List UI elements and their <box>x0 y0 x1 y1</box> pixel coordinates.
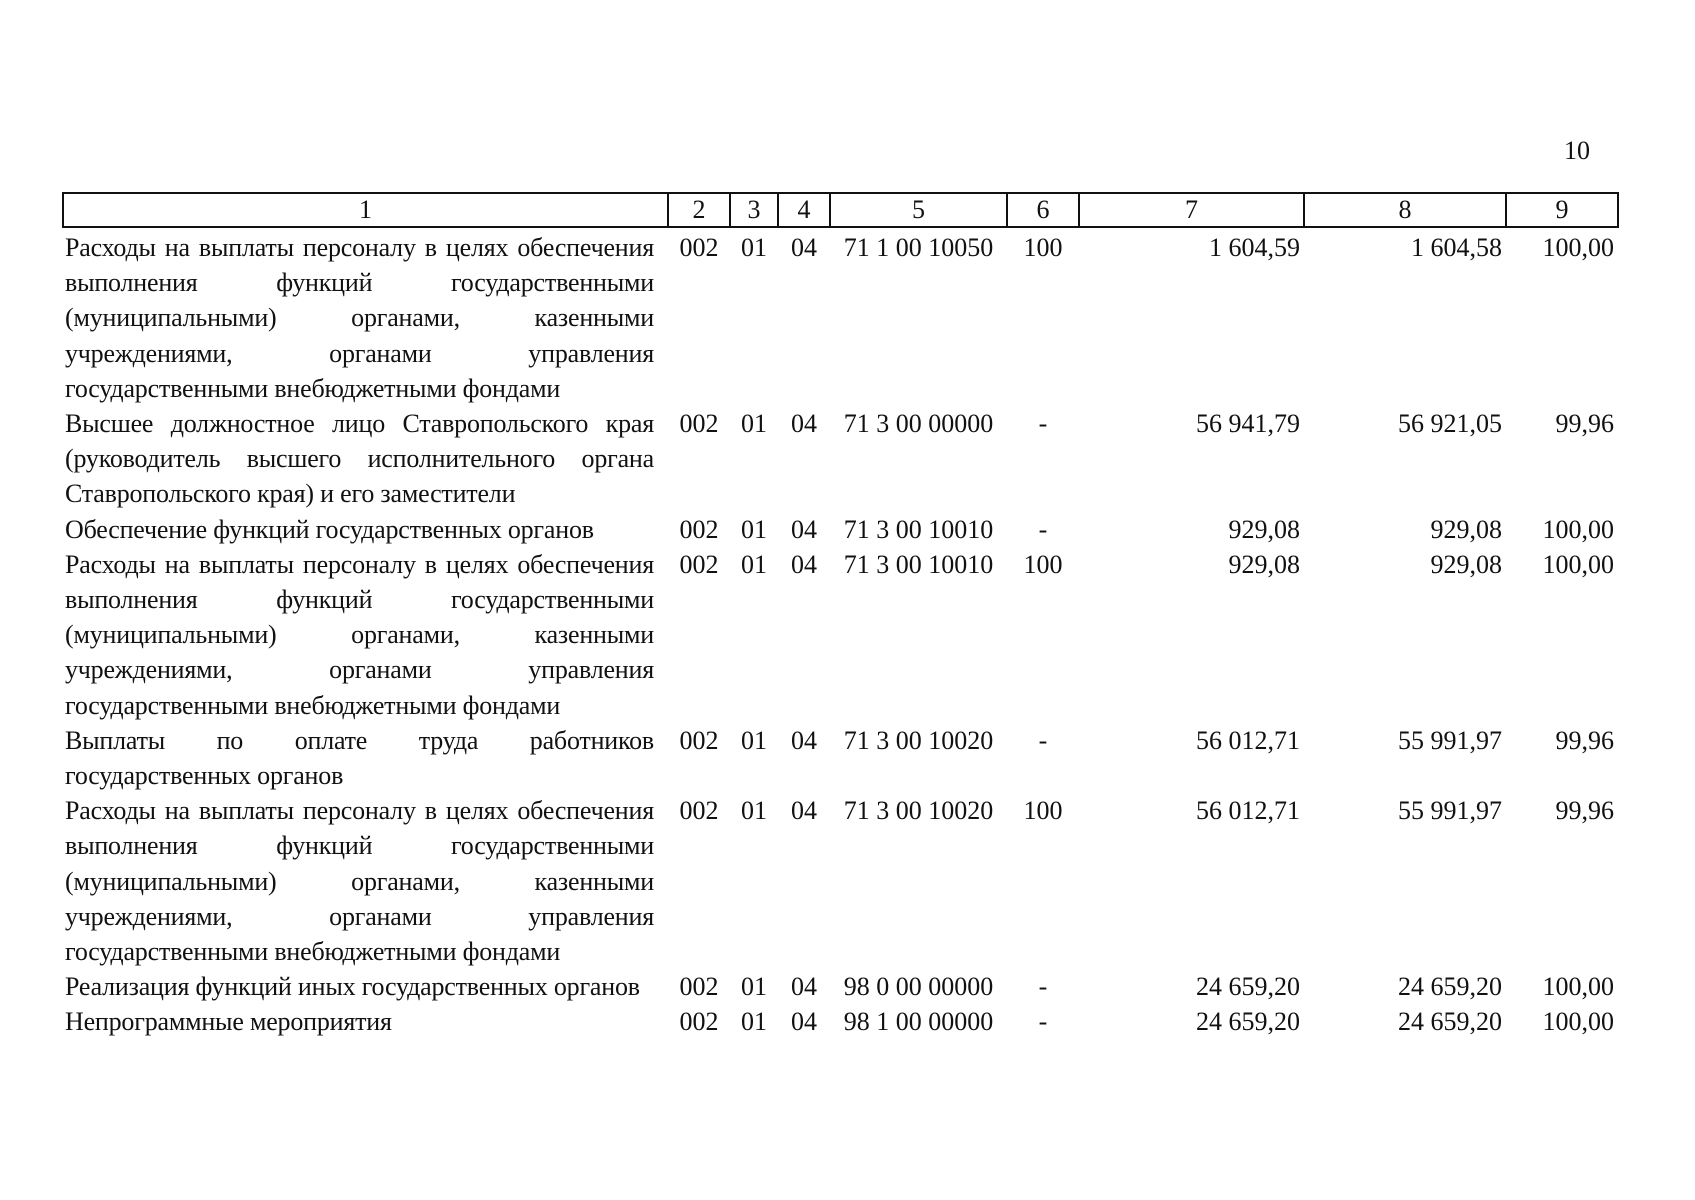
row-plan: 1 604,59 <box>1209 233 1300 262</box>
row-ved: 002 <box>679 233 719 262</box>
row-percent: 99,96 <box>1555 796 1614 826</box>
row-plan: 24 659,20 <box>1196 1007 1300 1037</box>
row-plan: 929,08 <box>1228 549 1300 579</box>
row-ved: 002 <box>679 972 719 1002</box>
column-header-4: 4 <box>778 193 830 227</box>
table-row <box>63 723 1618 793</box>
row-pr: 04 <box>791 1007 817 1037</box>
row-vr: 100 <box>1023 796 1063 826</box>
row-plan: 56 012,71 <box>1196 725 1300 755</box>
row-description: Обеспечение функций государственных органов <box>65 514 594 544</box>
row-rz: 01 <box>741 409 767 439</box>
table-row <box>63 227 1618 406</box>
column-header-1: 1 <box>63 193 668 227</box>
row-fact: 929,08 <box>1430 514 1502 544</box>
row-vr: - <box>1038 514 1048 544</box>
row-percent: 100,00 <box>1542 514 1614 544</box>
row-vr: - <box>1038 409 1048 439</box>
row-description: Высшее должностное лицо Ставропольского края (руководитель высшего исполнительного органа Ставропольского края) и его заместители <box>65 409 654 509</box>
row-csr: 71 3 00 10010 <box>843 549 994 579</box>
row-pr: 04 <box>791 514 817 544</box>
row-description: Выплаты по оплате труда работников государственных органов <box>65 725 654 791</box>
table-row <box>63 793 1618 969</box>
column-header-3: 3 <box>730 193 778 227</box>
row-percent: 100,00 <box>1542 1007 1614 1037</box>
row-csr: 71 1 00 10050 <box>843 233 994 262</box>
row-ved: 002 <box>679 796 719 826</box>
row-fact: 929,08 <box>1430 549 1502 579</box>
column-header-9: 9 <box>1506 193 1618 227</box>
table-row <box>63 512 1618 547</box>
row-vr: 100 <box>1023 549 1063 579</box>
row-description: Расходы на выплаты персоналу в целях обеспечения выполнения функций государственными (муниципальными) органами, казенными учреждениями, органами управления государственными внебюджетными фондами <box>65 233 654 403</box>
row-rz: 01 <box>741 972 767 1002</box>
row-ved: 002 <box>679 514 719 544</box>
row-pr: 04 <box>791 233 817 262</box>
table-row <box>63 1004 1618 1039</box>
row-plan: 929,08 <box>1228 514 1300 544</box>
row-rz: 01 <box>741 1007 767 1037</box>
row-rz: 01 <box>741 725 767 755</box>
row-percent: 100,00 <box>1542 972 1614 1002</box>
row-rz: 01 <box>741 514 767 544</box>
row-fact: 55 991,97 <box>1398 725 1502 755</box>
row-description: Реализация функций иных государственных органов <box>65 972 640 1002</box>
row-fact: 1 604,58 <box>1411 233 1502 262</box>
row-pr: 04 <box>791 409 817 439</box>
row-rz: 01 <box>741 549 767 579</box>
row-ved: 002 <box>679 725 719 755</box>
row-pr: 04 <box>791 549 817 579</box>
budget-table <box>62 192 1619 1040</box>
column-header-7: 7 <box>1079 193 1304 227</box>
row-rz: 01 <box>741 796 767 826</box>
column-header-5: 5 <box>830 193 1007 227</box>
row-csr: 71 3 00 10020 <box>843 725 994 755</box>
row-ved: 002 <box>679 549 719 579</box>
page-number: 10 <box>1564 136 1590 165</box>
row-description: Непрограммные мероприятия <box>65 1007 392 1037</box>
row-plan: 24 659,20 <box>1196 972 1300 1002</box>
row-ved: 002 <box>679 409 719 439</box>
row-csr: 71 3 00 10010 <box>843 514 994 544</box>
row-vr: - <box>1038 725 1048 755</box>
row-pr: 04 <box>791 972 817 1002</box>
row-plan: 56 941,79 <box>1196 409 1300 439</box>
row-csr: 71 3 00 00000 <box>843 409 994 439</box>
column-header-6: 6 <box>1007 193 1079 227</box>
table-row <box>63 406 1618 512</box>
row-csr: 98 0 00 00000 <box>843 972 994 1002</box>
row-vr: 100 <box>1023 233 1063 262</box>
table-row <box>63 969 1618 1004</box>
row-vr: - <box>1038 972 1048 1002</box>
row-plan: 56 012,71 <box>1196 796 1300 826</box>
column-header-8: 8 <box>1304 193 1506 227</box>
row-pr: 04 <box>791 796 817 826</box>
row-description: Расходы на выплаты персоналу в целях обеспечения выполнения функций государственными (муниципальными) органами, казенными учреждениями, органами управления государственными внебюджетными фондами <box>65 549 654 720</box>
row-description: Расходы на выплаты персоналу в целях обеспечения выполнения функций государственными (муниципальными) органами, казенными учреждениями, органами управления государственными внебюджетными фондами <box>65 796 654 967</box>
row-fact: 56 921,05 <box>1398 409 1502 439</box>
row-fact: 55 991,97 <box>1398 796 1502 826</box>
row-percent: 100,00 <box>1542 233 1614 262</box>
row-csr: 98 1 00 00000 <box>843 1007 994 1037</box>
row-csr: 71 3 00 10020 <box>843 796 994 826</box>
table-header-row <box>63 193 1618 227</box>
row-fact: 24 659,20 <box>1398 1007 1502 1037</box>
row-vr: - <box>1038 1007 1048 1037</box>
table-row <box>63 547 1618 723</box>
row-percent: 99,96 <box>1555 725 1614 755</box>
row-fact: 24 659,20 <box>1398 972 1502 1002</box>
row-ved: 002 <box>679 1007 719 1037</box>
column-header-2: 2 <box>668 193 730 227</box>
row-percent: 99,96 <box>1555 409 1614 439</box>
row-percent: 100,00 <box>1542 549 1614 579</box>
row-rz: 01 <box>741 233 767 262</box>
row-pr: 04 <box>791 725 817 755</box>
